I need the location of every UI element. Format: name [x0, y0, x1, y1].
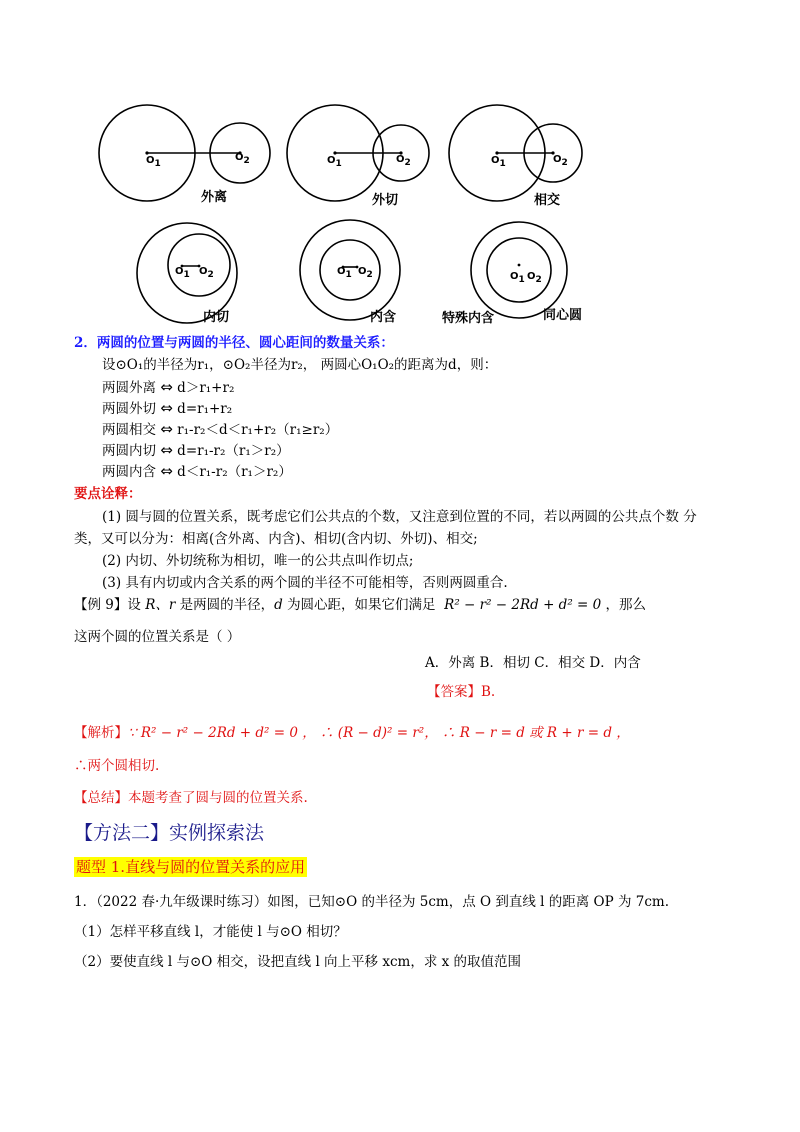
- label-o1: $O_1$: [146, 155, 161, 169]
- section2-title: 2．两圆的位置与两圆的半径、圆心距间的数量关系：: [74, 335, 394, 351]
- relation-row: 两圆内切 ⇔ d=r₁-r₂（r₁＞r₂）: [102, 441, 290, 459]
- label-o1: $O_1$: [510, 271, 525, 285]
- label-o1: $O_1$: [327, 155, 342, 169]
- notes-paragraph: (2) 内切、外切统称为相切，唯一的公共点叫作切点;: [102, 553, 414, 569]
- topic-heading: 题型 1.直线与圆的位置关系的应用: [76, 858, 306, 876]
- relation-row: 两圆外离 ⇔ d＞r₁+r₂: [102, 378, 235, 396]
- label-o2: $O_2$: [527, 271, 542, 285]
- caption-special-contain: 特殊内含: [442, 311, 495, 326]
- caption-external-separate: 外离: [201, 190, 228, 205]
- label-o2: $O_2$: [235, 152, 250, 166]
- iff-icon: ⇔: [160, 378, 173, 396]
- example9-question: 【例 9】设 R、r 是两圆的半径，d 为圆心距，如果它们满足 R² − r² − 2Rd + d² = 0 ，那么: [74, 597, 647, 613]
- example9-analysis-conclusion: ∴两个圆相切.: [74, 758, 160, 774]
- label-o1: $O_1$: [337, 266, 352, 280]
- notes-paragraph: 类，又可以分为：相离(含外离、内含)、相切(含内切、外切)、相交;: [74, 531, 478, 547]
- example9-question-line2: 这两个圆的位置关系是（ ）: [74, 629, 241, 645]
- label-o1: $O_1$: [175, 266, 190, 280]
- caption-intersect: 相交: [534, 193, 561, 208]
- iff-icon: ⇔: [160, 399, 173, 417]
- relation-row: 两圆内含 ⇔ d＜r₁-r₂（r₁＞r₂）: [102, 462, 292, 480]
- caption-concentric: 同心圆: [543, 308, 583, 323]
- example9-analysis: 【解析】∵ R² − r² − 2Rd + d² = 0 ， ∴ (R − d)² = r²， ∴ R − r = d 或 R + r = d ，: [74, 725, 630, 741]
- label-o2: $O_2$: [396, 154, 411, 168]
- problem1-question1: （1）怎样平移直线 l，才能使 l 与⊙O 相切？: [74, 924, 347, 940]
- notes-paragraph: (3) 具有内切或内含关系的两个圆的半径不可能相等，否则两圆重合.: [102, 575, 508, 591]
- example9-answer: 【答案】B.: [427, 684, 496, 700]
- notes-paragraph: (1) 圆与圆的位置关系，既考虑它们公共点的个数，又注意到位置的不同，若以两圆的公共点个数 分: [102, 509, 697, 525]
- label-o2: $O_2$: [199, 266, 214, 280]
- relation-row: 两圆相交 ⇔ r₁-r₂＜d＜r₁+r₂（r₁≥r₂）: [102, 420, 339, 438]
- circle-positions-figure: [95, 95, 595, 330]
- caption-internal-tangent: 内切: [203, 310, 230, 325]
- relation-row: 两圆外切 ⇔ d=r₁+r₂: [102, 399, 233, 417]
- diagram-concentric-small-circle: [487, 238, 551, 302]
- method2-heading: 【方法二】实例探索法: [74, 822, 265, 844]
- example9-summary: 【总结】本题考查了圆与圆的位置关系.: [74, 790, 308, 806]
- example9-options: A．外离 B．相切 C．相交 D．内含: [425, 655, 641, 671]
- example9-equation: R² − r² − 2Rd + d² = 0: [444, 597, 602, 613]
- problem1-question2: （2）要使直线 l 与⊙O 相交，设把直线 l 向上平移 xcm，求 x 的取值范围: [74, 954, 522, 970]
- iff-icon: ⇔: [160, 441, 173, 459]
- label-o2: $O_2$: [553, 154, 568, 168]
- section2-intro: 设⊙O₁的半径为r₁，⊙O₂半径为r₂， 两圆心O₁O₂的距离为d，则：: [102, 357, 498, 373]
- label-o2: $O_2$: [358, 266, 373, 280]
- label-o1: $O_1$: [491, 155, 506, 169]
- notes-title: 要点诠释：: [74, 486, 142, 502]
- iff-icon: ⇔: [160, 420, 173, 438]
- caption-external-tangent: 外切: [372, 193, 399, 208]
- problem1-statement: 1．（2022 春·九年级课时练习）如图，已知⊙O 的半径为 5cm，点 O 到直线 l 的距离 OP 为 7cm.: [74, 894, 670, 910]
- caption-contain: 内含: [370, 310, 397, 325]
- iff-icon: ⇔: [160, 462, 173, 480]
